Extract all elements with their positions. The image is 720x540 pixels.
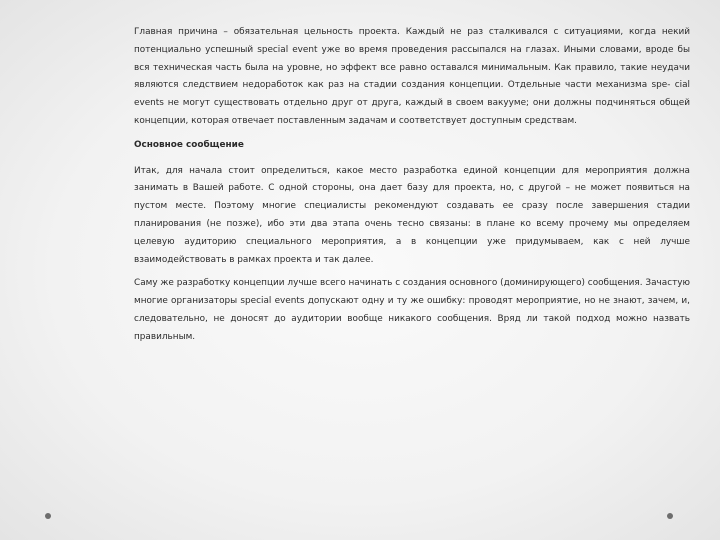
paragraph-main-message: Саму же разработку концепции лучше всего начинать с создания основного (доминирующего) сообщения. Зачастую многие организаторы special events допускают одну и ту же ошибку: проводят мероприятие, но не знают, зачем, и, следовательно, не доносят до аудитории вообще никакого сообщения. Вряд ли такой подход можно назвать правильным. — [134, 278, 690, 342]
slide-text-body — [134, 24, 690, 353]
paragraph-main-reason: Главная причина – обязательная цельность проекта. Каждый не раз сталкивался с ситуациями, когда некий потенциально успешный special event уже во время проведения рассыпался на глазах. Иными словами, вроде бы вся техническая часть была на уровне, но эффект все равно оставался минимальным. Как правило, такие неудачи являются следствием недоработок как раз на стадии создания концепции. Отдельные части механизма spe- cial events не могут существовать отдельно друг от друга, каждый в своем вакууме; они должны подчиняться общей концепции, которая отвечает поставленным задачам и соответствует доступным средствам. — [134, 27, 690, 126]
decorative-dot-left — [45, 513, 51, 519]
decorative-dot-right — [667, 513, 673, 519]
paragraph-concept-timing: Итак, для начала стоит определиться, какое место разработка единой концепции для мероприятия должна занимать в Вашей работе. С одной стороны, она дает базу для проекта, но, с другой – не может появиться на пустом месте. Поэтому многие специалисты рекомендуют создавать ее сразу после завершения стадии планирования (не позже), ибо эти два этапа очень тесно связаны: в плане ко всему прочему мы определяем целевую аудиторию специального мероприятия, а в концепции уже придумываем, как с ней лучше взаимодействовать в рамках проекта и так далее. — [134, 165, 690, 265]
section-heading: Основное сообщение — [134, 139, 244, 150]
